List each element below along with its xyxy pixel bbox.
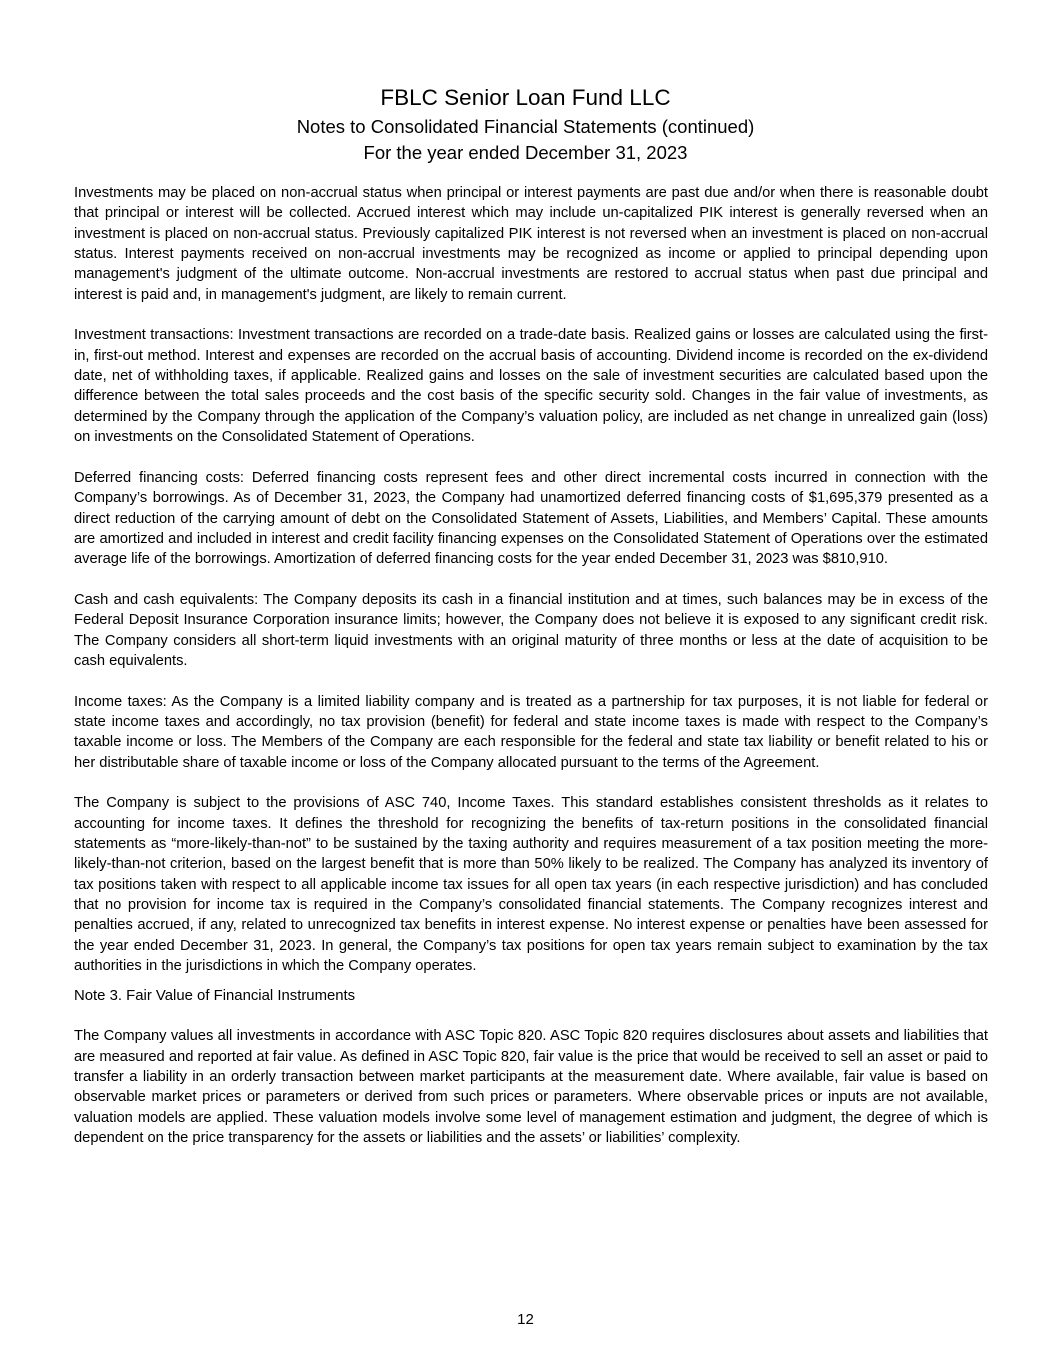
paragraph-non-accrual: Investments may be placed on non-accrual status when principal or interest payments are past due and/or when there is reasonable doubt that principal or interest will be collected. Accrued interest which may include un-capitalized PIK interest is generally reversed when an investment is placed on non-accrual status. Previously capitalized PIK interest is not reversed when an investment is placed on non-accrual status. Interest payments received on non-accrual investments may be recognized as income or applied to principal depending upon management's judgment of the ultimate outcome. Non-accrual investments are restored to accrual status when past due principal and interest is paid and, in management's judgment, are likely to remain current. — [74, 185, 988, 303]
paragraph-income-taxes: Income taxes: As the Company is a limited liability company and is treated as a partnership for tax purposes, it is not liable for federal or state income taxes and accordingly, no tax provision (benefit) for federal and state income taxes is made with respect to the Company’s taxable income or loss. The Members of the Company are each responsible for the federal and state tax liability or benefit related to his or her distributable share of taxable income or loss of the Company allocated pursuant to the terms of the Agreement. — [74, 693, 988, 771]
paragraph-deferred-financing: Deferred financing costs: Deferred financing costs represent fees and other direct incremental costs incurred in connection with the Company’s borrowings. As of December 31, 2023, the Company had unamortized deferred financing costs of $1,695,379 presented as a direct reduction of the carrying amount of debt on the Consolidated Statement of Assets, Liabilities, and Members’ Capital. These amounts are amortized and included in interest and credit facility financing expenses on the Consolidated Statement of Operations over the estimated average life of the borrowings. Amortization of deferred financing costs for the year ended December 31, 2023 was $810,910. — [74, 469, 988, 568]
document-body — [74, 183, 988, 1169]
paragraph-cash-equivalents: Cash and cash equivalents: The Company deposits its cash in a financial institution and at times, such balances may be in excess of the Federal Deposit Insurance Corporation insurance limits; however, the Company does not believe it is exposed to any significant credit risk. The Company considers all short-term liquid investments with an original maturity of three months or less at the date of acquisition to be cash equivalents. — [74, 591, 988, 669]
paragraph-investment-transactions: Investment transactions: Investment transactions are recorded on a trade-date basis. Realized gains or losses are calculated using the first-in, first-out method. Interest and expenses are recorded on the accrual basis of accounting. Dividend income is recorded on the ex-dividend date, net of withholding taxes, if applicable. Realized gains and losses on the sale of investment securities are calculated based upon the difference between the total sales proceeds and the cost basis of the specific security sold. Changes in the fair value of investments, as determined by the Company through the application of the Company’s valuation policy, are included as net change in unrealized gain (loss) on investments on the Consolidated Statement of Operations. — [74, 327, 988, 446]
document-header — [0, 84, 1051, 166]
page-number: 12 — [517, 1311, 534, 1328]
company-title: FBLC Senior Loan Fund LLC — [380, 85, 671, 110]
paragraph-fair-value: The Company values all investments in accordance with ASC Topic 820. ASC Topic 820 requires disclosures about assets and liabilities that are measured and reported at fair value. As defined in ASC Topic 820, fair value is the price that would be received to sell an asset or paid to transfer a liability in an orderly transaction between market participants at the measurement date. Where available, fair value is based on observable market prices or parameters or derived from such prices or parameters. Where observable prices or inputs are not available, valuation models are applied. These valuation models involve some level of management estimation and judgment, the degree of which is dependent on the price transparency for the assets or liabilities and the assets’ or liabilities’ complexity. — [74, 1028, 988, 1147]
notes-subtitle: Notes to Consolidated Financial Statements (continued) — [296, 116, 755, 137]
paragraph-asc-740: The Company is subject to the provisions of ASC 740, Income Taxes. This standard establishes consistent thresholds as it relates to accounting for income taxes. It defines the threshold for recognizing the benefits of tax-return positions in the consolidated financial statements as “more-likely-than-not” to be sustained by the taxing authority and requires measurement of a tax position meeting the more-likely-than-not criterion, based on the largest benefit that is more than 50% likely to be realized. The Company has analyzed its inventory of tax positions taken with respect to all applicable income tax issues for all open tax years (in each respective jurisdiction) and has concluded that no provision for income tax is required in the Company’s consolidated financial statements. The Company recognizes interest and penalties accrued, if any, related to unrecognized tax benefits in interest expense. No interest expense or penalties have been assessed for the year ended December 31, 2023. In general, the Company’s tax positions for open tax years remain subject to examination by the tax authorities in the jurisdictions in which the Company operates. — [74, 795, 988, 975]
period-subtitle: For the year ended December 31, 2023 — [363, 142, 688, 163]
note3-heading: Note 3. Fair Value of Financial Instruments — [74, 988, 356, 1005]
